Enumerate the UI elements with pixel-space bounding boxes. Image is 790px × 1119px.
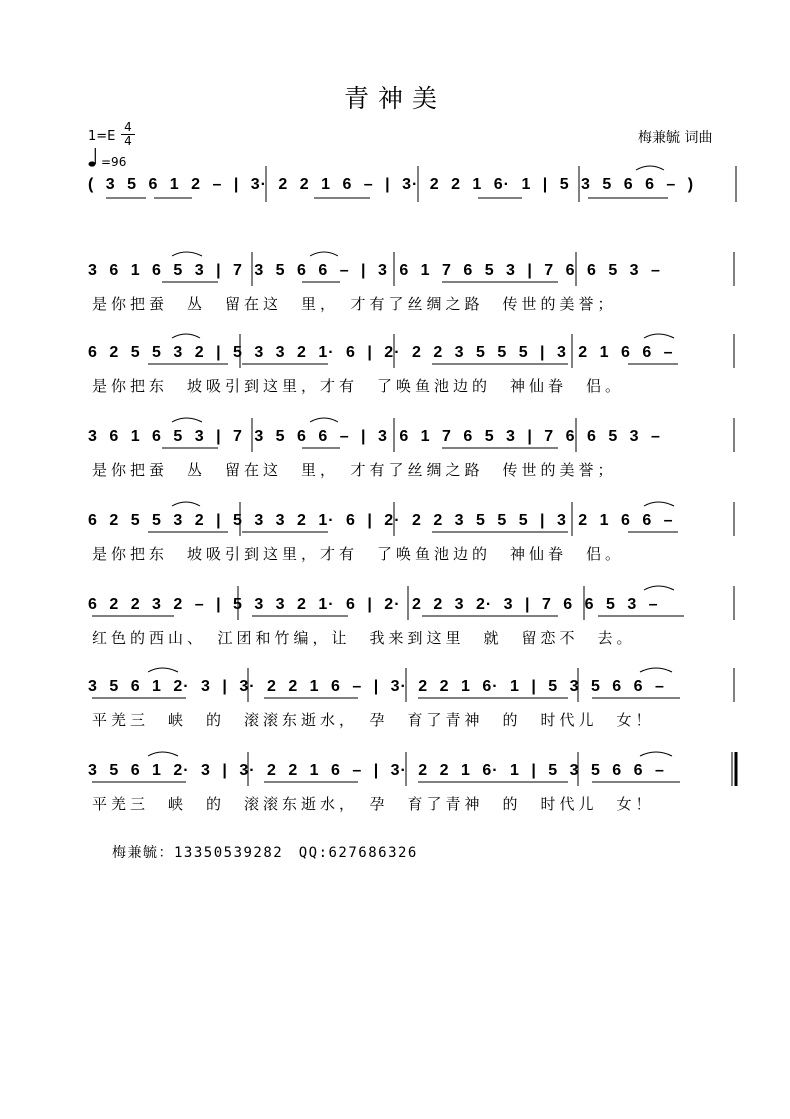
meter-top: 4 bbox=[124, 120, 132, 134]
time-signature bbox=[121, 121, 135, 148]
key-signature: 1=E bbox=[88, 129, 116, 144]
intro-notes: ( 3 5 6 1 2 – | 3· 2 2 1 6 – | 3· 2 2 1 6· 1 | 5 3 5 6 6 – ) bbox=[88, 176, 695, 193]
staff-line-4-notes: 6 2 5 5 3 2 | 5 3 3 2 1· 6 | 2· 2 2 3 5 5 5 | 3 2 1 6 6 – bbox=[88, 512, 674, 529]
lyric-line-5: 红色的西山、 江团和竹编，让 我来到这里 就 留恋不 去。 bbox=[92, 629, 636, 647]
composer-credit: 梅兼毓 词曲 bbox=[638, 130, 713, 146]
staff-line-7-notes: 3 5 6 1 2· 3 | 3· 2 2 1 6 – | 3· 2 2 1 6· 1 | 5 3 5 6 6 – bbox=[88, 762, 665, 779]
lyric-line-2: 是你把东 坡吸引到这里，才有 了唤鱼池边的 神仙眷 侣。 bbox=[92, 377, 625, 395]
song-title: 青神美 bbox=[343, 84, 446, 113]
staff-line-2 bbox=[88, 340, 740, 366]
lyric-line-1: 是你把蚕 丛 留在这 里， 才有了丝绸之路 传世的美誉； bbox=[92, 295, 617, 313]
staff-line-1-notes: 3 6 1 6 5 3 | 7 3 5 6 6 – | 3 6 1 7 6 5 3 | 7 6 6 5 3 – bbox=[88, 262, 661, 279]
tempo-marking: =96 bbox=[101, 155, 127, 169]
contact-info: 梅兼毓：13350539282 QQ:627686326 bbox=[112, 845, 418, 861]
staff-line-3 bbox=[88, 424, 740, 450]
staff-line-4 bbox=[88, 508, 740, 534]
intro-staff bbox=[88, 172, 740, 198]
staff-line-1 bbox=[88, 258, 740, 284]
staff-line-2-notes: 6 2 5 5 3 2 | 5 3 3 2 1· 6 | 2· 2 2 3 5 5 5 | 3 2 1 6 6 – bbox=[88, 344, 674, 361]
meter-bottom: 4 bbox=[124, 134, 132, 148]
lyric-line-6: 平羌三 峡 的 滚滚东逝水， 孕 育了青神 的 时代儿 女！ bbox=[92, 711, 655, 729]
staff-line-5 bbox=[88, 592, 740, 618]
staff-line-3-notes: 3 6 1 6 5 3 | 7 3 5 6 6 – | 3 6 1 7 6 5 3 | 7 6 6 5 3 – bbox=[88, 428, 661, 445]
quarter-note-icon bbox=[88, 146, 100, 168]
lyric-line-4: 是你把东 坡吸引到这里，才有 了唤鱼池边的 神仙眷 侣。 bbox=[92, 545, 625, 563]
staff-line-7 bbox=[88, 758, 740, 784]
lyric-line-3: 是你把蚕 丛 留在这 里， 才有了丝绸之路 传世的美誉； bbox=[92, 461, 617, 479]
staff-line-6-notes: 3 5 6 1 2· 3 | 3· 2 2 1 6 – | 3· 2 2 1 6· 1 | 5 3 5 6 6 – bbox=[88, 678, 665, 695]
staff-line-5-notes: 6 2 2 3 2 – | 5 3 3 2 1· 6 | 2· 2 2 3 2· 3 | 7 6 6 5 3 – bbox=[88, 596, 659, 613]
lyric-line-7: 平羌三 峡 的 滚滚东逝水， 孕 育了青神 的 时代儿 女！ bbox=[92, 795, 655, 813]
staff-line-6 bbox=[88, 674, 740, 700]
